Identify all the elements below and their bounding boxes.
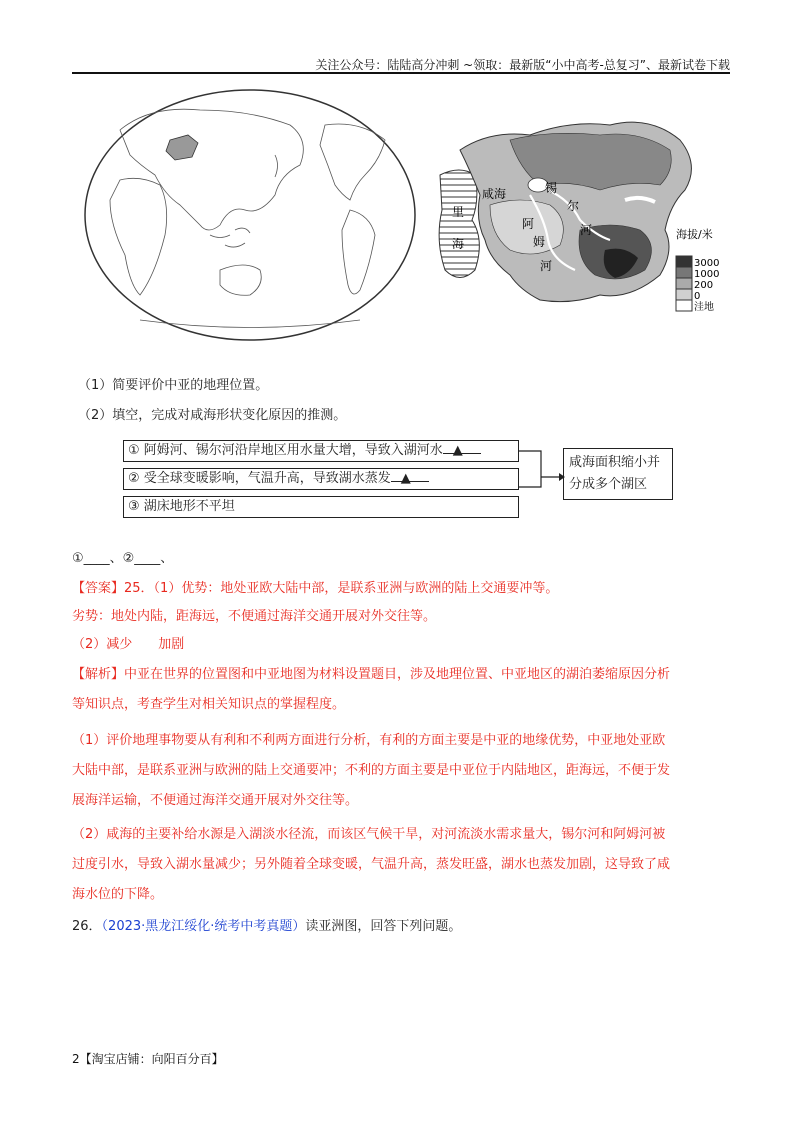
legend-0: 0 (694, 291, 701, 302)
header-rule (72, 72, 730, 74)
analysis-tag: 【解析】 (72, 667, 125, 682)
analysis-line-5: 展海洋运输，不便通过海洋交通开展对外交往等。 (72, 793, 359, 808)
answer-line-1 (72, 578, 732, 600)
question-26 (72, 916, 732, 938)
map-label-er: 尔 (567, 199, 580, 213)
reason-2-blank[interactable] (391, 469, 429, 486)
triangle-marker-1: ▲ (452, 443, 463, 458)
analysis-line-3: （1）评价地理事物要从有利和不利两方面进行分析，有利的方面主要是中亚的地缘优势，中亚地处亚欧 (72, 733, 666, 748)
answer-text-1: 25．（1）优势：地处亚欧大陆中部，是联系亚洲与欧洲的陆上交通要冲等。 (124, 581, 559, 596)
central-asia-map (430, 110, 750, 330)
analysis-line-6: （2）咸海的主要补给水源是入湖淡水径流，而该区气候干旱，对河流淡水需求量大，锡尔河和阿姆河被 (72, 827, 666, 842)
legend-wadi: 洼地 (694, 302, 714, 313)
legend-3000: 3000 (694, 258, 720, 269)
page-header: 关注公众号：陆陆高分冲刺 ~领取：最新版“小中高考-总复习”、最新试卷下载 (315, 58, 730, 72)
reason-box-3 (123, 496, 519, 518)
q26-source: （2023·黑龙江绥化·统考中考真题） (101, 919, 306, 934)
map-label-mu: 姆 (533, 235, 546, 249)
legend-200: 200 (694, 280, 714, 291)
reason-1-text: ① 阿姆河、锡尔河沿岸地区用水量大增，导致入湖河水 (128, 443, 443, 458)
answer-line-2: 劣势：地处内陆，距海远，不便通过海洋交通开展对外交往等。 (72, 609, 437, 624)
map-label-xi: 锡 (545, 181, 558, 195)
map-label-xianhai: 咸海 (482, 187, 507, 201)
map-label-li: 里 (452, 205, 465, 219)
triangle-marker-2: ▲ (400, 471, 411, 486)
analysis-line-8: 海水位的下降。 (72, 887, 164, 902)
reason-1-blank[interactable] (443, 441, 481, 458)
analysis-text-1: 中亚在世界的位置图和中亚地图为材料设置题目，涉及地理位置、中亚地区的湖泊萎缩原因分析 (124, 667, 671, 682)
reason-box-2 (123, 468, 519, 490)
diagram-connector (519, 450, 565, 490)
answer-tag: 【答案】 (72, 581, 125, 596)
legend-title: 海拔/米 (676, 228, 713, 241)
page-footer: 2【淘宝店铺：向阳百分百】 (72, 1052, 224, 1066)
answer-line-3: （2）减少 加剧 (72, 637, 185, 652)
reason-3-text: ③ 湖床地形不平坦 (128, 499, 235, 514)
analysis-line-4: 大陆中部，是联系亚洲与欧洲的陆上交通要冲；不利的方面主要是中亚位于内陆地区，距海远，不便于发 (72, 763, 671, 778)
analysis-line-2: 等知识点，考查学生对相关知识点的掌握程度。 (72, 697, 346, 712)
analysis-line-7: 过度引水，导致入湖水量减少；另外随着全球变暖，气温升高，蒸发旺盛，湖水也蒸发加剧，这导致了咸 (72, 857, 671, 872)
q26-text: 读亚洲图，回答下列问题。 (305, 919, 462, 934)
elevation-legend (676, 227, 719, 313)
map-label-he1: 河 (540, 259, 553, 273)
q26-number: 26． (72, 919, 102, 934)
result-box: 咸海面积缩小并分成多个湖区 (563, 448, 673, 500)
analysis-line-1 (72, 664, 732, 686)
reason-box-1 (123, 440, 519, 462)
map-label-he2: 河 (580, 223, 593, 237)
question-2: （2）填空，完成对咸海形状变化原因的推测。 (78, 408, 347, 423)
legend-1000: 1000 (694, 269, 720, 280)
caspian-sea (439, 170, 479, 278)
answer-blanks: ①____、②____、 (72, 551, 174, 566)
question-1: （1）简要评价中亚的地理位置。 (78, 378, 269, 393)
map-label-a: 阿 (522, 217, 535, 231)
reason-2-text: ② 受全球变暖影响，气温升高，导致湖水蒸发 (128, 471, 391, 486)
map-label-hai: 海 (452, 237, 465, 251)
world-map (80, 85, 420, 345)
